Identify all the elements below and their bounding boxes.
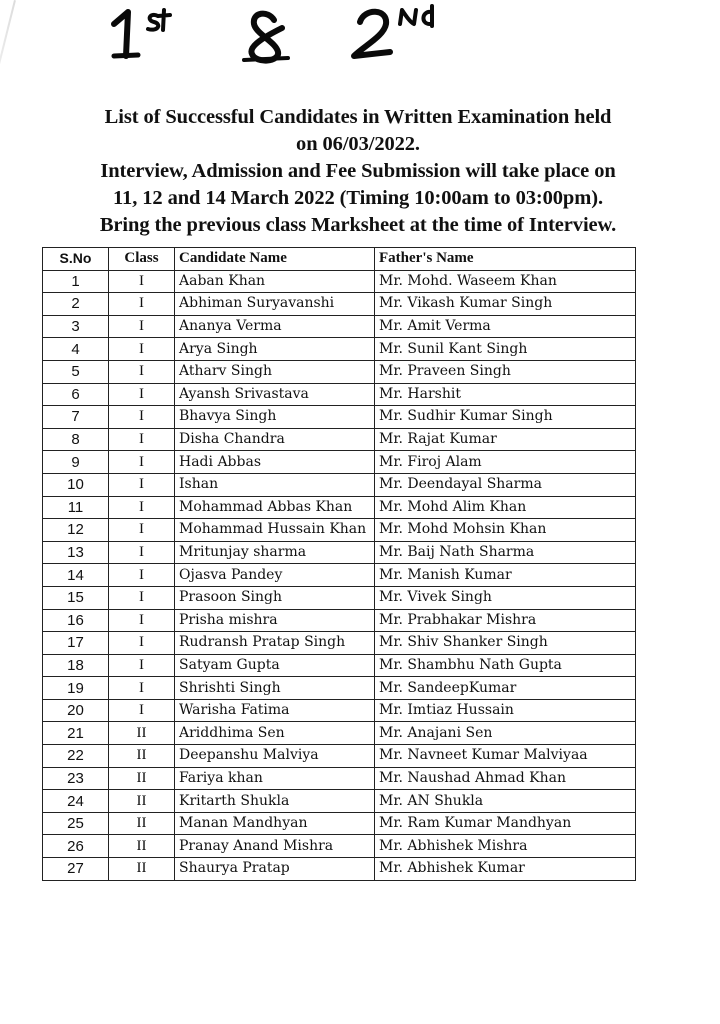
cell-sno: 11 — [43, 496, 109, 519]
cell-candidate-name: Aaban Khan — [175, 270, 375, 293]
heading-line-4: 11, 12 and 14 March 2022 (Timing 10:00am to 03:00pm). — [113, 187, 603, 209]
cell-fathers-name: Mr. Abhishek Mishra — [375, 835, 636, 858]
cell-fathers-name: Mr. Firoj Alam — [375, 451, 636, 474]
cell-candidate-name: Ojasva Pandey — [175, 564, 375, 587]
table-row — [43, 383, 636, 406]
cell-candidate-name: Ariddhima Sen — [175, 722, 375, 745]
table-row — [43, 473, 636, 496]
scan-edge-mark — [0, 0, 16, 136]
table-row — [43, 496, 636, 519]
cell-fathers-name: Mr. SandeepKumar — [375, 677, 636, 700]
cell-candidate-name: Ananya Verma — [175, 315, 375, 338]
table-row — [43, 564, 636, 587]
cell-sno: 23 — [43, 767, 109, 790]
cell-candidate-name: Rudransh Pratap Singh — [175, 632, 375, 655]
cell-fathers-name: Mr. Sudhir Kumar Singh — [375, 406, 636, 429]
cell-fathers-name: Mr. Shambhu Nath Gupta — [375, 654, 636, 677]
header-class: Class — [109, 248, 175, 271]
table-row — [43, 293, 636, 316]
table-row — [43, 767, 636, 790]
table-row — [43, 722, 636, 745]
cell-class: I — [109, 360, 175, 383]
cell-sno: 7 — [43, 406, 109, 429]
cell-sno: 18 — [43, 654, 109, 677]
table-row — [43, 406, 636, 429]
table-row — [43, 360, 636, 383]
cell-fathers-name: Mr. Vikash Kumar Singh — [375, 293, 636, 316]
table-row — [43, 541, 636, 564]
cell-candidate-name: Fariya khan — [175, 767, 375, 790]
cell-sno: 16 — [43, 609, 109, 632]
cell-sno: 25 — [43, 812, 109, 835]
cell-candidate-name: Arya Singh — [175, 338, 375, 361]
table-row — [43, 270, 636, 293]
cell-candidate-name: Hadi Abbas — [175, 451, 375, 474]
header-sno: S.No — [43, 248, 109, 271]
cell-sno: 27 — [43, 858, 109, 881]
table-row — [43, 586, 636, 609]
cell-candidate-name: Mohammad Abbas Khan — [175, 496, 375, 519]
cell-class: I — [109, 473, 175, 496]
cell-class: I — [109, 654, 175, 677]
cell-fathers-name: Mr. Mohd. Waseem Khan — [375, 270, 636, 293]
cell-class: II — [109, 722, 175, 745]
cell-candidate-name: Shrishti Singh — [175, 677, 375, 700]
cell-fathers-name: Mr. Manish Kumar — [375, 564, 636, 587]
table-row — [43, 338, 636, 361]
table-row — [43, 699, 636, 722]
table-row — [43, 858, 636, 881]
cell-class: I — [109, 564, 175, 587]
table-row — [43, 654, 636, 677]
cell-candidate-name: Abhiman Suryavanshi — [175, 293, 375, 316]
cell-sno: 2 — [43, 293, 109, 316]
cell-sno: 12 — [43, 519, 109, 542]
cell-class: I — [109, 699, 175, 722]
cell-class: I — [109, 315, 175, 338]
cell-sno: 20 — [43, 699, 109, 722]
header-fathers-name: Father's Name — [375, 248, 636, 271]
cell-class: II — [109, 745, 175, 768]
cell-class: I — [109, 632, 175, 655]
cell-candidate-name: Mohammad Hussain Khan — [175, 519, 375, 542]
cell-class: I — [109, 586, 175, 609]
table-row — [43, 745, 636, 768]
cell-sno: 19 — [43, 677, 109, 700]
cell-class: I — [109, 270, 175, 293]
cell-fathers-name: Mr. Rajat Kumar — [375, 428, 636, 451]
cell-sno: 1 — [43, 270, 109, 293]
table-header-row — [43, 248, 636, 271]
table-row — [43, 835, 636, 858]
cell-candidate-name: Satyam Gupta — [175, 654, 375, 677]
cell-sno: 13 — [43, 541, 109, 564]
cell-fathers-name: Mr. Abhishek Kumar — [375, 858, 636, 881]
cell-fathers-name: Mr. Ram Kumar Mandhyan — [375, 812, 636, 835]
cell-fathers-name: Mr. Harshit — [375, 383, 636, 406]
cell-class: I — [109, 541, 175, 564]
table-body — [43, 270, 636, 880]
table-row — [43, 790, 636, 813]
cell-candidate-name: Kritarth Shukla — [175, 790, 375, 813]
cell-fathers-name: Mr. Baij Nath Sharma — [375, 541, 636, 564]
cell-sno: 6 — [43, 383, 109, 406]
cell-class: I — [109, 496, 175, 519]
cell-candidate-name: Warisha Fatima — [175, 699, 375, 722]
cell-sno: 17 — [43, 632, 109, 655]
heading-line-1: List of Successful Candidates in Written Examination held — [104, 106, 612, 128]
heading-line-3: Interview, Admission and Fee Submission will take place on — [100, 160, 616, 182]
cell-candidate-name: Disha Chandra — [175, 428, 375, 451]
cell-class: I — [109, 383, 175, 406]
notice-heading — [40, 104, 676, 239]
table-row — [43, 609, 636, 632]
cell-fathers-name: Mr. Praveen Singh — [375, 360, 636, 383]
cell-sno: 24 — [43, 790, 109, 813]
cell-class: I — [109, 609, 175, 632]
cell-class: II — [109, 767, 175, 790]
cell-fathers-name: Mr. Mohd Alim Khan — [375, 496, 636, 519]
cell-class: II — [109, 812, 175, 835]
cell-sno: 8 — [43, 428, 109, 451]
cell-candidate-name: Prisha mishra — [175, 609, 375, 632]
cell-class: II — [109, 835, 175, 858]
cell-sno: 9 — [43, 451, 109, 474]
table-row — [43, 632, 636, 655]
cell-sno: 21 — [43, 722, 109, 745]
cell-candidate-name: Bhavya Singh — [175, 406, 375, 429]
cell-fathers-name: Mr. Imtiaz Hussain — [375, 699, 636, 722]
table-row — [43, 812, 636, 835]
cell-fathers-name: Mr. Deendayal Sharma — [375, 473, 636, 496]
cell-fathers-name: Mr. Naushad Ahmad Khan — [375, 767, 636, 790]
cell-class: I — [109, 519, 175, 542]
cell-class: I — [109, 677, 175, 700]
cell-class: I — [109, 293, 175, 316]
cell-fathers-name: Mr. Navneet Kumar Malviyaa — [375, 745, 636, 768]
cell-sno: 10 — [43, 473, 109, 496]
table-row — [43, 677, 636, 700]
table-row — [43, 451, 636, 474]
cell-class: I — [109, 406, 175, 429]
cell-candidate-name: Deepanshu Malviya — [175, 745, 375, 768]
cell-class: I — [109, 338, 175, 361]
heading-line-2: on 06/03/2022. — [296, 133, 420, 155]
cell-fathers-name: Mr. Anajani Sen — [375, 722, 636, 745]
cell-sno: 22 — [43, 745, 109, 768]
cell-fathers-name: Mr. Shiv Shanker Singh — [375, 632, 636, 655]
cell-class: I — [109, 428, 175, 451]
cell-candidate-name: Mritunjay sharma — [175, 541, 375, 564]
handwritten-note — [106, 2, 446, 68]
cell-candidate-name: Manan Mandhyan — [175, 812, 375, 835]
cell-sno: 26 — [43, 835, 109, 858]
cell-fathers-name: Mr. Sunil Kant Singh — [375, 338, 636, 361]
cell-sno: 15 — [43, 586, 109, 609]
table-row — [43, 315, 636, 338]
header-candidate-name: Candidate Name — [175, 248, 375, 271]
cell-class: II — [109, 790, 175, 813]
cell-candidate-name: Ishan — [175, 473, 375, 496]
cell-candidate-name: Ayansh Srivastava — [175, 383, 375, 406]
cell-fathers-name: Mr. Mohd Mohsin Khan — [375, 519, 636, 542]
cell-candidate-name: Pranay Anand Mishra — [175, 835, 375, 858]
cell-candidate-name: Shaurya Pratap — [175, 858, 375, 881]
candidates-table — [42, 247, 636, 881]
cell-fathers-name: Mr. Vivek Singh — [375, 586, 636, 609]
cell-sno: 5 — [43, 360, 109, 383]
table-row — [43, 519, 636, 542]
cell-candidate-name: Prasoon Singh — [175, 586, 375, 609]
cell-class: II — [109, 858, 175, 881]
table-row — [43, 428, 636, 451]
heading-line-5: Bring the previous class Marksheet at the time of Interview. — [99, 214, 617, 236]
cell-sno: 4 — [43, 338, 109, 361]
cell-sno: 14 — [43, 564, 109, 587]
cell-class: I — [109, 451, 175, 474]
cell-candidate-name: Atharv Singh — [175, 360, 375, 383]
cell-sno: 3 — [43, 315, 109, 338]
cell-fathers-name: Mr. Prabhakar Mishra — [375, 609, 636, 632]
cell-fathers-name: Mr. Amit Verma — [375, 315, 636, 338]
cell-fathers-name: Mr. AN Shukla — [375, 790, 636, 813]
